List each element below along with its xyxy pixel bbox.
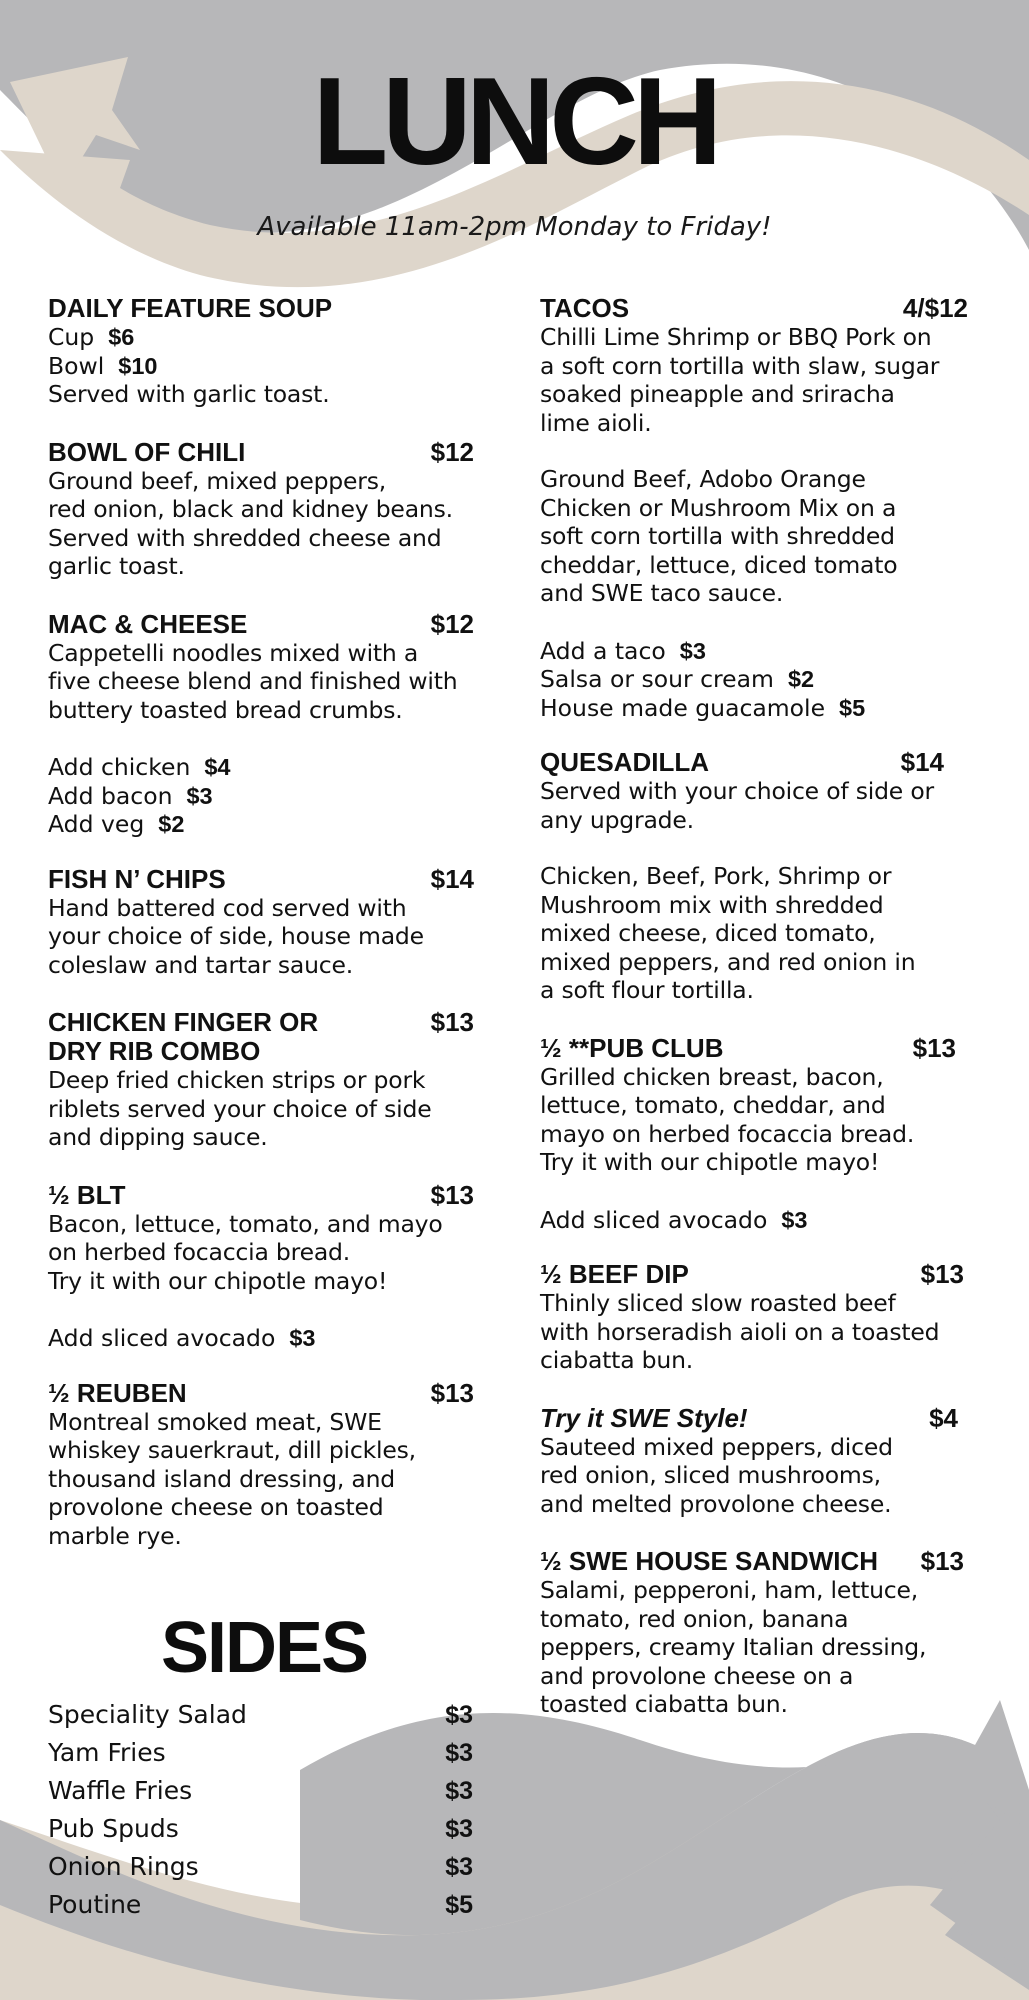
item-price: $13 xyxy=(920,1259,964,1289)
item-price: $13 xyxy=(430,1377,474,1408)
menu-subtitle: Available 11am-2pm Monday to Friday! xyxy=(257,212,772,242)
menu-item-fish xyxy=(48,865,480,980)
item-price: $13 xyxy=(912,1032,956,1063)
item-price: $13 xyxy=(430,1007,474,1037)
addon-price: $6 xyxy=(108,324,135,350)
right-column xyxy=(540,294,968,1748)
addon-price: $10 xyxy=(118,352,158,379)
side-row xyxy=(48,1810,473,1848)
item-name: DAILY FEATURE SOUP xyxy=(48,293,333,323)
item-name: TACOS xyxy=(540,293,630,323)
item-description: Hand battered cod served with your choice of side, house made coleslaw and tartar sauce. xyxy=(48,893,424,979)
item-price: 4/$12 xyxy=(902,293,968,323)
item-name: CHICKEN FINGER OR DRY RIB COMBO xyxy=(48,1007,319,1066)
item-name: ½ BEEF DIP xyxy=(540,1259,689,1289)
item-price: $13 xyxy=(430,1179,474,1210)
addon-price: $3 xyxy=(679,637,706,664)
menu-item-tacos xyxy=(540,294,968,608)
item-description: Montreal smoked meat, SWE whiskey sauerkraut, dill pickles, thousand island dressing, and provolone cheese on toasted marble rye. xyxy=(48,1407,416,1550)
item-name: ½ **PUB CLUB xyxy=(540,1032,724,1063)
side-name: Pub Spuds xyxy=(48,1814,179,1843)
side-row xyxy=(48,1734,473,1772)
menu-item-swe-style xyxy=(540,1404,968,1519)
side-price: $3 xyxy=(445,1777,473,1805)
menu-item-chicken-finger xyxy=(48,1008,480,1152)
menu-item-soup xyxy=(48,294,480,409)
item-description: Salami, pepperoni, ham, lettuce, tomato, red onion, banana peppers, creamy Italian dressing, and provolone cheese on a toasted ciabatta bun. xyxy=(540,1576,927,1718)
menu-item-chili xyxy=(48,438,480,581)
side-row xyxy=(48,1772,473,1810)
item-description: Cappetelli noodles mixed with a five cheese blend and finished with buttery toasted bread crumbs. xyxy=(48,638,458,724)
addon-label: Add chicken xyxy=(48,753,191,781)
menu-item-pub-club xyxy=(540,1034,968,1177)
soup-cup-row xyxy=(48,323,480,352)
side-price: $3 xyxy=(445,1815,473,1843)
item-price: $12 xyxy=(430,608,474,639)
club-addons xyxy=(540,1206,968,1235)
side-name: Waffle Fries xyxy=(48,1776,193,1805)
addon-price: $5 xyxy=(839,694,866,721)
item-name: BOWL OF CHILI xyxy=(48,436,246,467)
item-price: $14 xyxy=(430,863,474,894)
addon-label: Add veg xyxy=(48,810,145,838)
item-description: Thinly sliced slow roasted beef with horseradish aioli on a toasted ciabatta bun. xyxy=(540,1289,940,1374)
addon-row xyxy=(48,782,480,811)
side-price: $3 xyxy=(445,1701,473,1729)
item-description: Grilled chicken breast, bacon, lettuce, tomato, cheddar, and mayo on herbed focaccia bread. Try it with our chipotle mayo! xyxy=(540,1062,915,1176)
addon-price: $3 xyxy=(186,782,213,809)
menu-title: LUNCH xyxy=(312,53,717,191)
side-name: Onion Rings xyxy=(48,1852,199,1881)
side-name: Speciality Salad xyxy=(48,1700,247,1729)
side-price: $5 xyxy=(445,1891,473,1919)
menu-item-swe-house xyxy=(540,1547,968,1719)
item-description: Chilli Lime Shrimp or BBQ Pork on a soft corn tortilla with slaw, sugar soaked pineapple and sriracha lime aioli. xyxy=(540,323,940,437)
item-price: $4 xyxy=(929,1402,958,1433)
item-description: Served with your choice of side or any upgrade. xyxy=(540,777,934,834)
addon-label: Bowl xyxy=(48,351,105,380)
menu-item-reuben xyxy=(48,1379,480,1551)
side-price: $3 xyxy=(445,1739,473,1767)
addon-price: $2 xyxy=(158,811,185,837)
addon-label: Add sliced avocado xyxy=(48,1324,276,1352)
item-price: $13 xyxy=(920,1546,964,1576)
spacer xyxy=(540,834,968,862)
item-description: Sauteed mixed peppers, diced red onion, sliced mushrooms, and melted provolone cheese. xyxy=(540,1432,893,1518)
menu-item-quesadilla xyxy=(540,748,968,1005)
menu-item-mac xyxy=(48,610,480,725)
side-row xyxy=(48,1886,473,1924)
item-description: Ground beef, mixed peppers, red onion, black and kidney beans. Served with shredded cheese and garlic toast. xyxy=(48,466,453,580)
item-name: FISH N’ CHIPS xyxy=(48,863,226,894)
left-column xyxy=(48,294,480,1579)
addon-row xyxy=(48,1324,480,1353)
addon-row xyxy=(540,637,968,666)
menu-item-blt xyxy=(48,1181,480,1296)
side-name: Poutine xyxy=(48,1890,142,1919)
addon-label: Add a taco xyxy=(540,636,666,665)
item-description: Deep fried chicken strips or pork riblets served your choice of side and dipping sauce. xyxy=(48,1066,432,1151)
item-name: Try it SWE Style! xyxy=(540,1402,748,1433)
addon-price: $4 xyxy=(204,754,231,780)
side-price: $3 xyxy=(445,1853,473,1881)
addon-label: Cup xyxy=(48,323,95,351)
addon-row xyxy=(48,810,480,839)
side-name: Yam Fries xyxy=(48,1738,166,1767)
addon-label: Salsa or sour cream xyxy=(540,665,774,693)
side-row xyxy=(48,1848,473,1886)
addon-row xyxy=(540,694,968,723)
addon-label: House made guacamole xyxy=(540,693,826,722)
addon-price: $2 xyxy=(787,666,815,692)
item-name: ½ SWE HOUSE SANDWICH xyxy=(540,1546,879,1576)
sides-list xyxy=(48,1696,473,1924)
item-name: QUESADILLA xyxy=(540,747,709,777)
item-price: $12 xyxy=(430,436,474,467)
taco-addons xyxy=(540,637,968,723)
item-description: Served with garlic toast. xyxy=(48,380,330,408)
side-row xyxy=(48,1696,473,1734)
item-price: $14 xyxy=(900,747,944,777)
item-name: ½ BLT xyxy=(48,1179,126,1210)
item-description: Bacon, lettuce, tomato, and mayo on herbed focaccia bread. Try it with our chipotle mayo! xyxy=(48,1209,443,1295)
addon-price: $3 xyxy=(289,1325,316,1351)
menu-item-beef-dip xyxy=(540,1260,968,1375)
soup-bowl-row xyxy=(48,352,480,381)
mac-addons xyxy=(48,753,480,839)
item-name: MAC & CHEESE xyxy=(48,608,248,639)
addon-row xyxy=(540,1206,968,1235)
spacer xyxy=(540,437,968,465)
sides-title: SIDES xyxy=(160,1608,368,1688)
item-description: Ground Beef, Adobo Orange Chicken or Mushroom Mix on a soft corn tortilla with shredded cheddar, lettuce, diced tomato and SWE taco sauce. xyxy=(540,465,898,607)
item-name: ½ REUBEN xyxy=(48,1377,187,1408)
addon-price: $3 xyxy=(781,1206,808,1233)
addon-row xyxy=(48,753,480,782)
addon-row xyxy=(540,665,968,694)
blt-addons xyxy=(48,1324,480,1353)
addon-label: Add bacon xyxy=(48,781,173,810)
item-description: Chicken, Beef, Pork, Shrimp or Mushroom mix with shredded mixed cheese, diced tomato, mixed peppers, and red onion in a soft flour tortilla. xyxy=(540,862,916,1004)
addon-label: Add sliced avocado xyxy=(540,1205,768,1234)
